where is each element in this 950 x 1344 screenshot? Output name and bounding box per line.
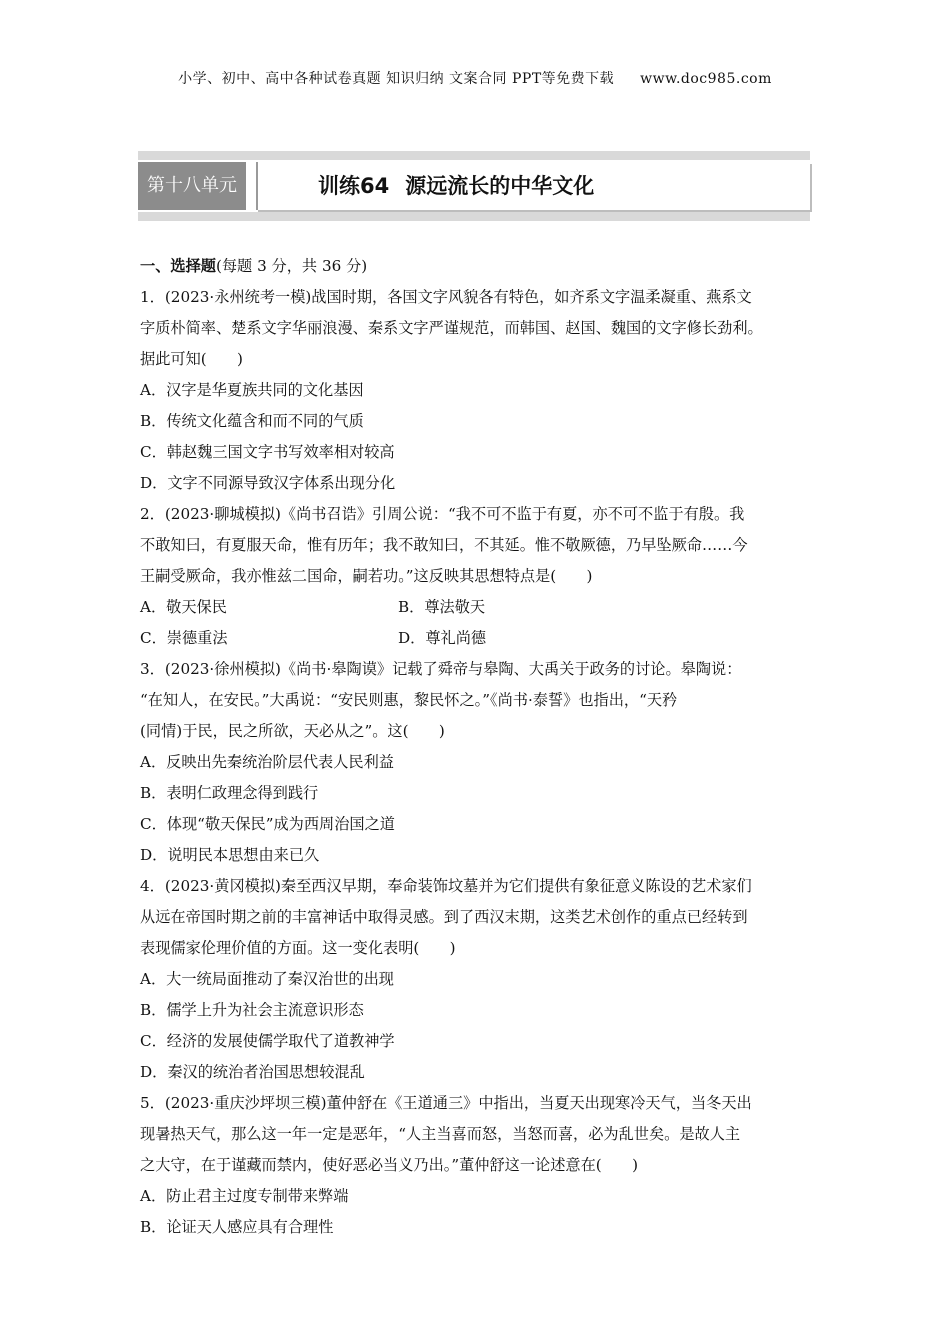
question-stem-line: 表现儒家伦理价值的方面。这一变化表明( ) (140, 939, 456, 957)
question-stem-line: 从远在帝国时期之前的丰富神话中取得灵感。到了西汉末期，这类艺术创作的重点已经转到 (140, 908, 748, 926)
question-stem-line: 1．(2023·永州统考一模)战国时期，各国文字风貌各有特色，如齐系文字温柔凝重、燕系文 (140, 288, 752, 306)
question-4 (140, 871, 820, 1088)
option-c: C．经济的发展使儒学取代了道教神学 (140, 1032, 395, 1050)
title-band-bottom-stripe (138, 212, 810, 221)
question-stem-line: 之大守，在于谨藏而禁内，使好恶必当义乃出。”董仲舒这一论述意在( ) (140, 1156, 639, 1174)
option-d: D．说明民本思想由来已久 (140, 846, 320, 864)
question-stem-line: 字质朴简率、楚系文字华丽浪漫、秦系文字严谨规范，而韩国、赵国、魏国的文字修长劲利。 (140, 319, 763, 337)
question-content (140, 251, 820, 1243)
section-heading-note: (每题 3 分，共 36 分) (215, 257, 368, 275)
question-2 (140, 499, 820, 654)
option-b: B．尊法敬天 (398, 598, 486, 616)
section-heading-title: 一、选择题 (140, 257, 216, 275)
question-stem-line: 4．(2023·黄冈模拟)秦至西汉早期，奉命装饰坟墓并为它们提供有象征意义陈设的艺术家们 (140, 877, 752, 895)
option-a: A．防止君主过度专制带来弊端 (140, 1187, 349, 1205)
unit-label: 第十八单元 (138, 162, 246, 210)
option-d: D．秦汉的统治者治国思想较混乱 (140, 1063, 365, 1081)
question-stem-line: 5．(2023·重庆沙坪坝三模)董仲舒在《王道通三》中指出，当夏天出现寒冷天气，当冬天出 (140, 1094, 752, 1112)
option-c: C．崇德重法 (140, 629, 228, 647)
option-row (140, 623, 820, 654)
option-b: B．论证天人感应具有合理性 (140, 1218, 334, 1236)
option-b: B．表明仁政理念得到践行 (140, 784, 319, 802)
option-c: C．韩赵魏三国文字书写效率相对较高 (140, 443, 395, 461)
option-a: A．汉字是华夏族共同的文化基因 (140, 381, 364, 399)
training-topic: 源远流长的中华文化 (405, 174, 595, 198)
option-a: A．反映出先秦统治阶层代表人民利益 (140, 753, 394, 771)
question-5 (140, 1088, 820, 1243)
question-stem-line: (同情)于民，民之所欲，天必从之”。这( ) (140, 722, 445, 740)
header-site: www.doc985.com (640, 71, 772, 87)
question-stem-line: 2．(2023·聊城模拟)《尚书召诰》引周公说：“我不可不监于有夏，亦不可不监于有殷。我 (140, 505, 745, 523)
question-stem-line: 不敢知曰，有夏服天命，惟有历年；我不敢知曰，不其延。惟不敬厥德，乃早坠厥命……今 (140, 536, 748, 554)
question-stem-line: 据此可知( ) (140, 350, 243, 368)
question-stem-line: “在知人，在安民。”大禹说：“安民则惠，黎民怀之。”《尚书·泰誓》也指出，“天矜 (140, 691, 678, 709)
header-text: 小学、初中、高中各种试卷真题 知识归纳 文案合同 PPT等免费下载 (178, 71, 615, 87)
question-stem-line: 王嗣受厥命，我亦惟兹二国命，嗣若功。”这反映其思想特点是( ) (140, 567, 593, 585)
section-heading (140, 251, 820, 282)
option-a: A．敬天保民 (140, 598, 227, 616)
title-band (138, 151, 810, 221)
title-band-top-stripe (138, 151, 810, 160)
option-a: A．大一统局面推动了秦汉治世的出现 (140, 970, 394, 988)
option-b: B．传统文化蕴含和而不同的气质 (140, 412, 364, 430)
page-title (318, 162, 594, 210)
option-c: C．体现“敬天保民”成为西周治国之道 (140, 815, 395, 833)
training-number: 训练64 (318, 174, 390, 198)
option-d: D．尊礼尚德 (398, 629, 487, 647)
option-d: D．文字不同源导致汉字体系出现分化 (140, 474, 396, 492)
page-header (0, 68, 950, 88)
question-3 (140, 654, 820, 871)
option-row (140, 592, 820, 623)
question-stem-line: 现暑热天气，那么这一年一定是恶年，“人主当喜而怒，当怒而喜，必为乱世矣。是故人主 (140, 1125, 741, 1143)
title-box (256, 162, 810, 210)
option-b: B．儒学上升为社会主流意识形态 (140, 1001, 364, 1019)
question-stem-line: 3．(2023·徐州模拟)《尚书·皋陶谟》记载了舜帝与皋陶、大禹关于政务的讨论。皋陶说： (140, 660, 742, 678)
question-1 (140, 282, 820, 499)
